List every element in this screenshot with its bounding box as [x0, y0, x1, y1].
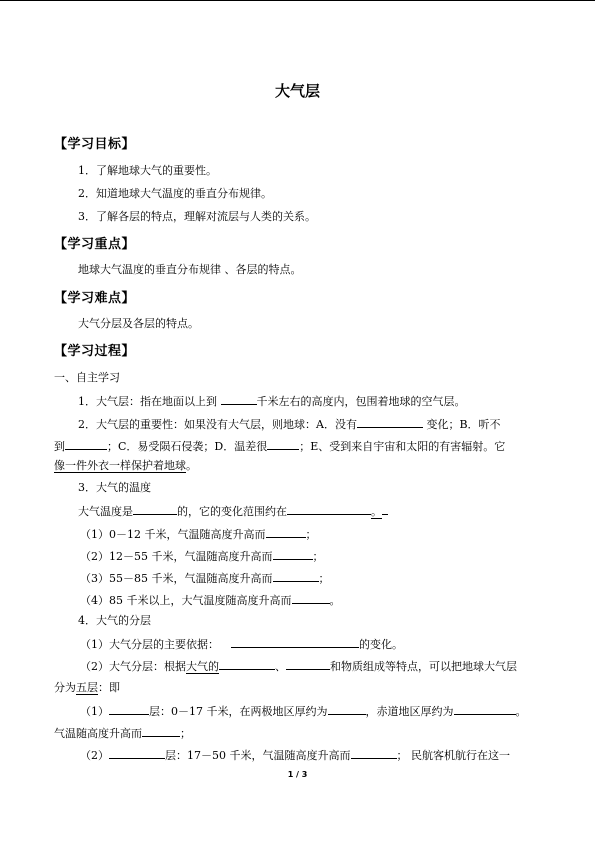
goal-item-2: 2．知道地球大气温度的垂直分布规律。: [78, 187, 272, 200]
answer-blank[interactable]: [109, 703, 149, 715]
question-2-end: 像一件外衣一样保护着地球。: [54, 459, 197, 472]
goal-item-1: 1．了解地球大气的重要性。: [78, 164, 217, 177]
answer-blank[interactable]: [231, 636, 359, 648]
section-heading-keypoints: 【学习重点】: [54, 237, 136, 252]
answer-blank[interactable]: [273, 548, 313, 560]
answer-blank[interactable]: [287, 503, 371, 515]
answer-blank[interactable]: [357, 416, 423, 428]
answer-blank[interactable]: [267, 438, 299, 450]
answer-blank[interactable]: [273, 570, 319, 582]
question-3-layer-1: （1）0－12 千米，气温随高度升高而 ；: [80, 528, 317, 541]
answer-blank[interactable]: [142, 725, 180, 737]
answer-blank[interactable]: [221, 393, 257, 405]
page-number: 1 / 3: [287, 770, 308, 779]
answer-blank[interactable]: [351, 747, 397, 759]
question-3-layer-2: （2）12－55 千米，气温随高度升高而 ；: [80, 550, 324, 563]
answer-blank[interactable]: [266, 526, 306, 538]
goal-item-3: 3．了解各层的特点，理解对流层与人类的关系。: [78, 210, 316, 223]
question-4-layers-cont: 分为五层：即: [54, 681, 120, 694]
question-2-cont: 到 ；C．易受陨石侵袭；D．温差很 ；E、受到来自宇宙和太阳的有害辐射。它: [54, 440, 506, 453]
layer-2-stratosphere: （2） 层：17－50 千米，气温随高度升高而 ； 民航客机航行在这一: [80, 749, 510, 762]
section-heading-difficulties: 【学习难点】: [54, 291, 136, 306]
difficulties-text: 大气分层及各层的特点。: [78, 317, 199, 330]
question-3-layer-4: （4）85 千米以上，大气温度随高度升高而 。: [80, 594, 341, 607]
part-title-self-study: 一、自主学习: [54, 371, 120, 384]
answer-blank[interactable]: [109, 747, 165, 759]
answer-blank[interactable]: [286, 658, 330, 670]
answer-blank[interactable]: [328, 703, 366, 715]
layer-1-cont: 气温随高度升高而 ；: [54, 727, 191, 740]
keypoints-text: 地球大气温度的垂直分布规律 、各层的特点。: [78, 263, 302, 276]
answer-blank[interactable]: [292, 592, 330, 604]
question-1: 1．大气层：指在地面以上到 千米左右的高度内，包围着地球的空气层。: [78, 395, 466, 408]
question-3-title: 3．大气的温度: [78, 481, 151, 494]
answer-blank[interactable]: [65, 438, 107, 450]
question-4-basis: （1）大气分层的主要依据： 的变化。: [80, 638, 403, 651]
layer-1-troposphere: （1） 层：0－17 千米，在两极地区厚约为 ，赤道地区厚约为 。: [80, 705, 527, 718]
answer-blank[interactable]: [219, 658, 275, 670]
question-3-layer-3: （3）55－85 千米，气温随高度升高而 ；: [80, 572, 330, 585]
question-2: 2．大气层的重要性：如果没有大气层，则地球：A．没有 变化；B．听不: [78, 418, 501, 431]
answer-blank[interactable]: [133, 503, 177, 515]
answer-blank[interactable]: [382, 503, 388, 515]
page-top-border: [0, 0, 595, 1]
answer-blank[interactable]: [454, 703, 516, 715]
page-title: 大气层: [274, 82, 320, 100]
question-4-layers: （2）大气分层：根据大气的 、 和物质组成等特点，可以把地球大气层: [80, 660, 517, 673]
section-heading-goals: 【学习目标】: [54, 137, 136, 152]
question-3-temp: 大气温度是 的，它的变化范围约在 。: [78, 503, 388, 519]
question-4-title: 4．大气的分层: [78, 614, 151, 627]
section-heading-process: 【学习过程】: [54, 344, 136, 359]
